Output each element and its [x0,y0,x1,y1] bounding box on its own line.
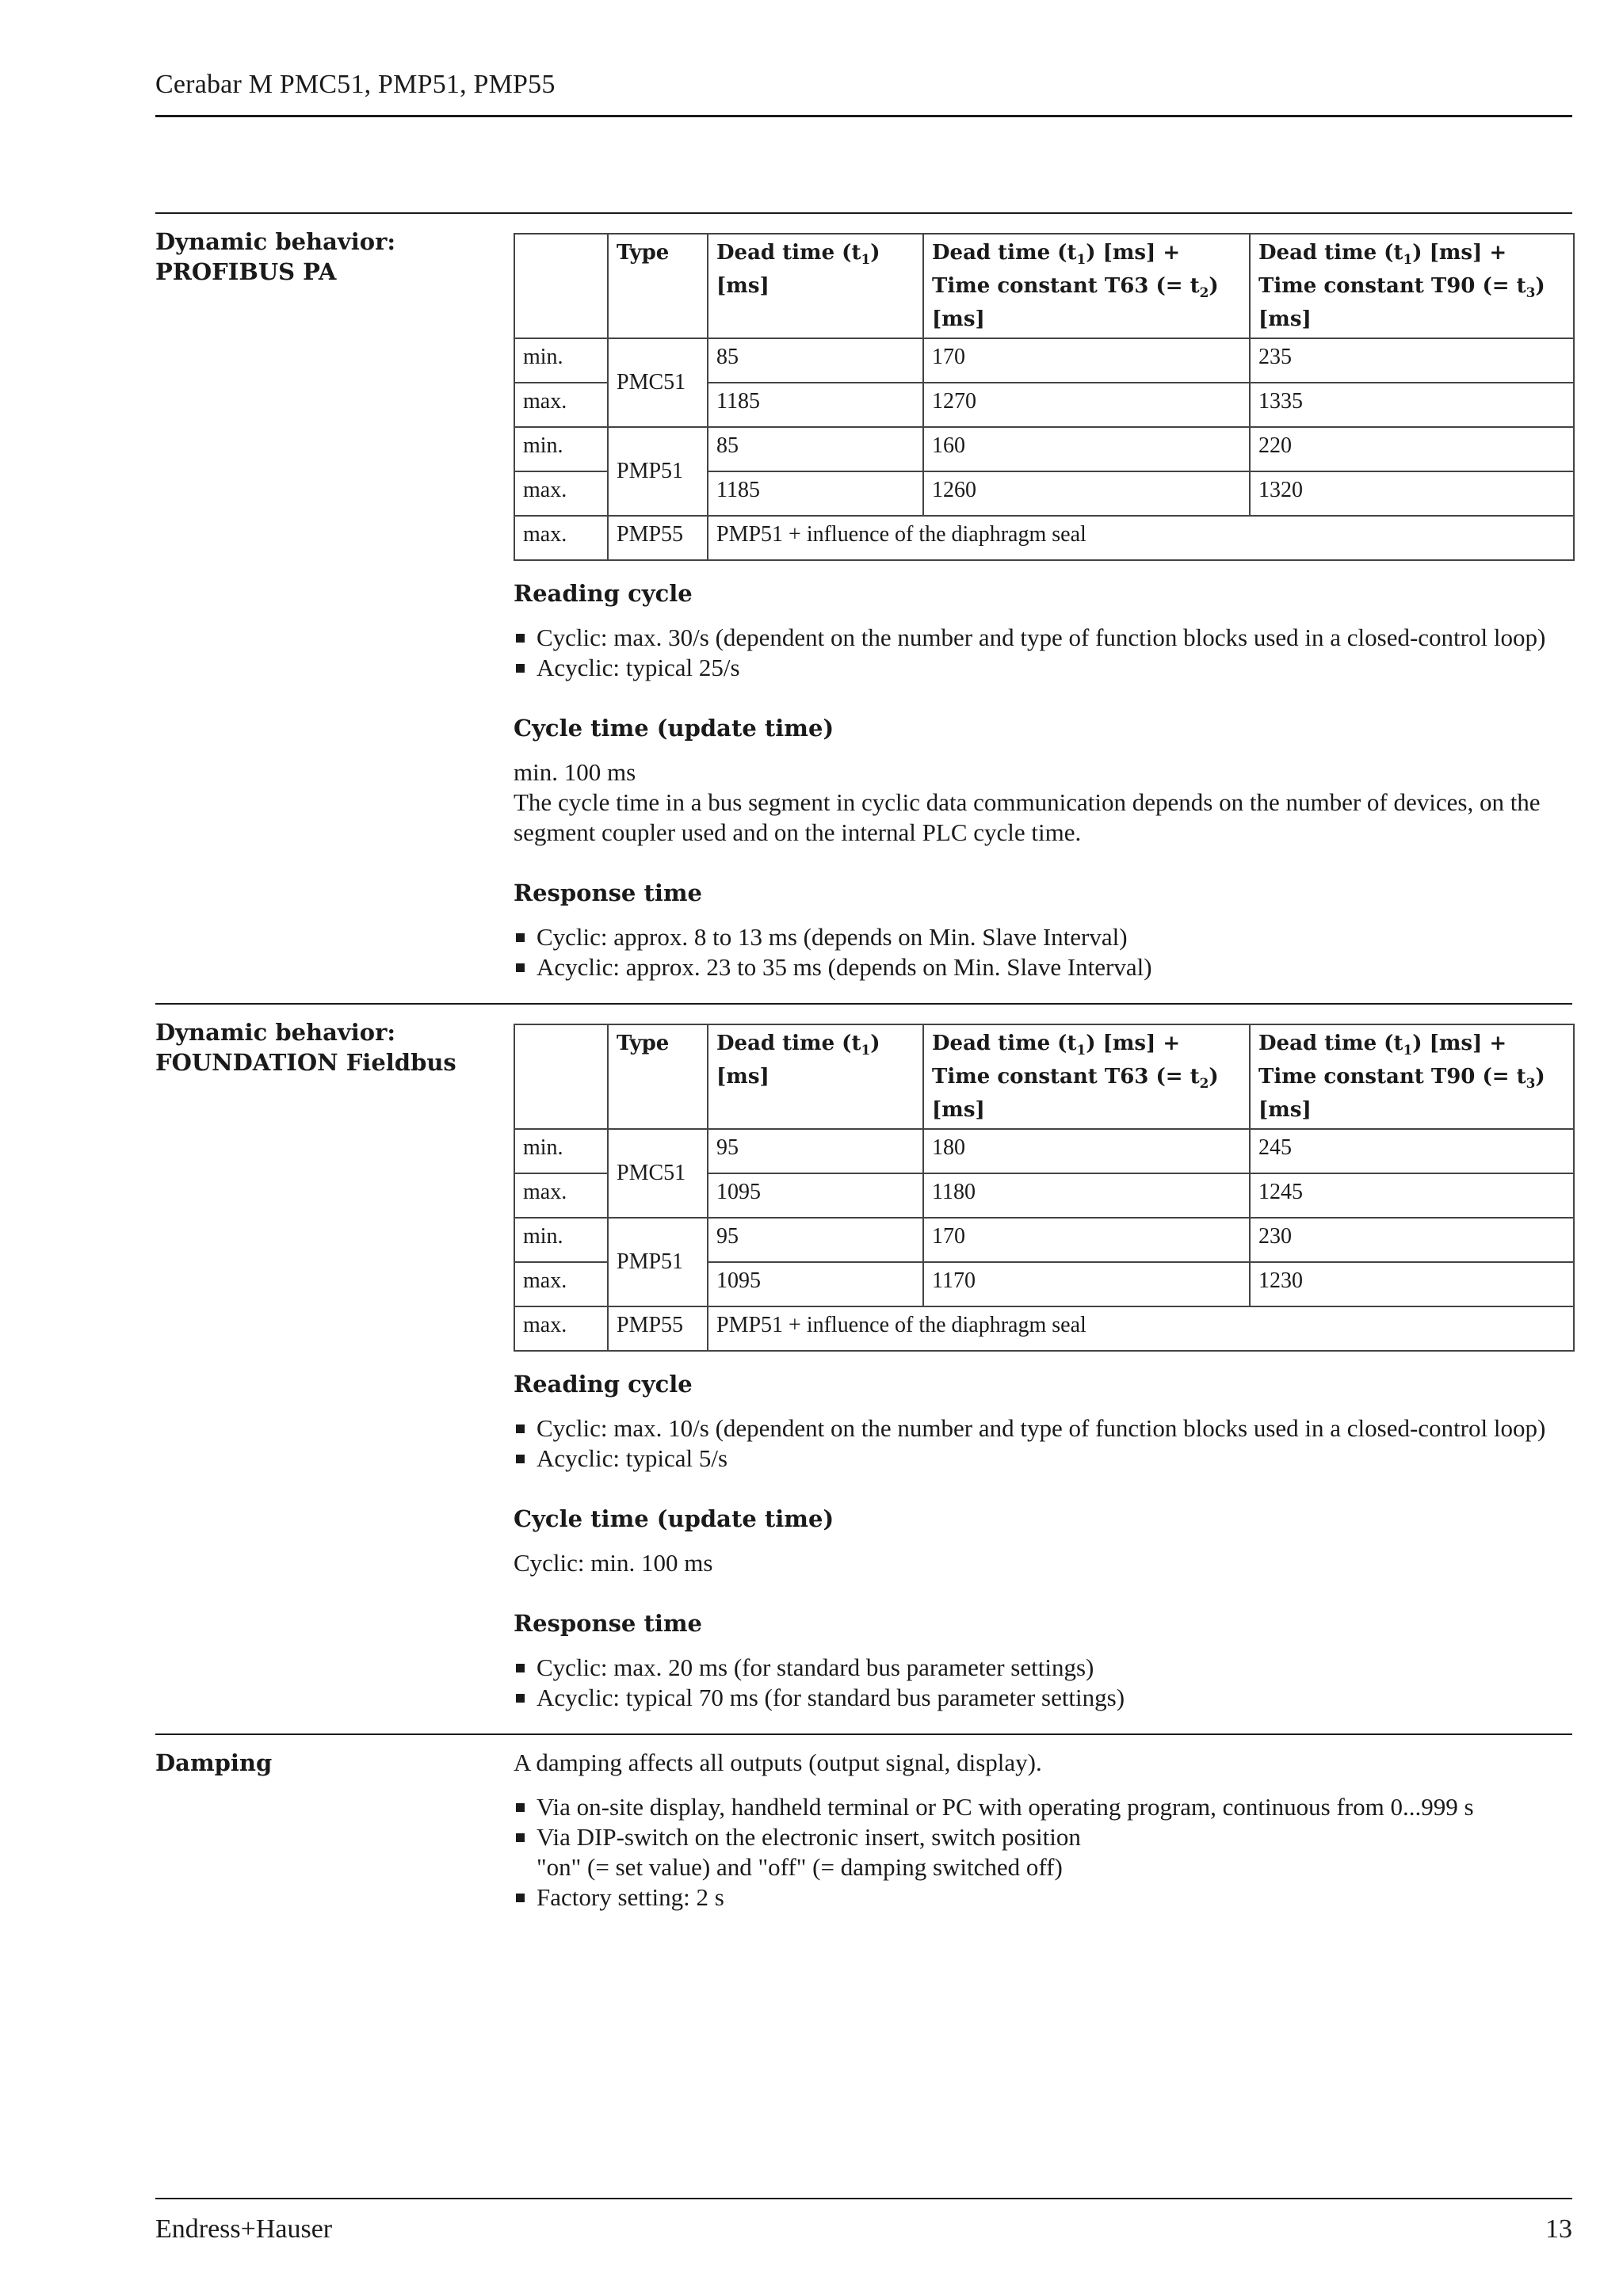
fieldbus-dynamic-table [514,1024,1575,1352]
limit-cell: max. [514,1306,608,1351]
damping-intro: A damping affects all outputs (output signal, display). [514,1749,1042,1776]
table-row [514,516,1574,560]
t63-cell: 1170 [923,1262,1250,1306]
type-cell: PMC51 [608,338,708,427]
list-item-line: "on" (= set value) and "off" (= damping switched off) [537,1853,1063,1881]
header-cell-dead-time: Dead time $(t_1)$ [ms] [708,1024,923,1129]
t90-cell: 235 [1250,338,1574,383]
table-row [514,1218,1574,1262]
limit-cell: max. [514,471,608,516]
list-item: Acyclic: approx. 23 to 35 ms (depends on Min. Slave Interval) [514,952,1572,982]
t90-cell: 220 [1250,427,1574,471]
section-label-line: Dynamic behavior: [155,228,396,255]
dead-time-cell: 85 [708,338,923,383]
list-item: Cyclic: max. 20 ms (for standard bus parameter settings) [514,1653,1572,1683]
header-cell-t90 [1250,1024,1574,1129]
header-line: Dead time $(t_1) [ms]$ + [1258,1032,1507,1058]
header-rule [155,115,1572,117]
dead-time-cell: 1185 [708,383,923,427]
limit-cell: min. [514,338,608,383]
subheading-response-time: Response time [514,879,703,906]
reading-cycle-list [514,1413,1572,1474]
subheading-cycle-time: Cycle time (update time) [514,1505,834,1532]
section-label-profibus [155,227,395,287]
section-divider [155,1733,1572,1735]
t63-cell: 1260 [923,471,1250,516]
table-row [514,427,1574,471]
table-header-row [514,234,1574,338]
section-divider [155,212,1572,214]
limit-cell: max. [514,1173,608,1218]
list-item: Factory setting: 2 s [514,1882,1572,1913]
limit-cell: min. [514,1218,608,1262]
dead-time-cell: 1185 [708,471,923,516]
subheading-cycle-time: Cycle time (update time) [514,715,834,742]
response-time-list [514,922,1572,982]
type-cell: PMP55 [608,1306,708,1351]
header-cell-t63 [923,234,1250,338]
header-line: Dead time $(t_1) [ms]$ + [1258,241,1507,268]
limit-cell: max. [514,383,608,427]
dead-time-cell: 95 [708,1218,923,1262]
table-row [514,338,1574,383]
t63-cell: 1270 [923,383,1250,427]
note-cell: PMP51 + influence of the diaphragm seal [708,516,1574,560]
header-line: Time constant T90 (= $t_3$) [ms] [1258,274,1545,332]
cycle-time-description: The cycle time in a bus segment in cyclic data communication depends on the number of devices, on the segment coupler used and on the internal PLC cycle time. [514,788,1541,846]
section-label-damping: Damping [155,1749,273,1776]
header-cell-dead-time: Dead time $(t_1)$ [ms] [708,234,923,338]
t90-cell: 1230 [1250,1262,1574,1306]
t90-cell: 1335 [1250,383,1574,427]
subheading-response-time: Response time [514,1610,703,1637]
section-label-line: FOUNDATION Fieldbus [155,1049,456,1076]
footer-rule [155,2198,1572,2199]
list-item [514,1822,1572,1882]
header-cell-type: Type [608,234,708,338]
list-item: Acyclic: typical 25/s [514,653,1572,683]
t90-cell: 1320 [1250,471,1574,516]
header-cell-empty [514,1024,608,1129]
type-cell: PMC51 [608,1129,708,1218]
table-header-row [514,1024,1574,1129]
header-line: Time constant T63 (= $t_2$) [ms] [932,274,1219,332]
dead-time-cell: 85 [708,427,923,471]
subheading-reading-cycle: Reading cycle [514,1371,693,1398]
header-cell-t90 [1250,234,1574,338]
section-label-fieldbus [155,1017,456,1077]
list-item: Via on-site display, handheld terminal or PC with operating program, continuous from 0...999 s [514,1792,1572,1822]
t90-cell: 230 [1250,1218,1574,1262]
cycle-time-text [514,757,1572,848]
type-cell: PMP55 [608,516,708,560]
t90-cell: 1245 [1250,1173,1574,1218]
header-cell-type: Type [608,1024,708,1129]
page-number: 13 [1545,2214,1572,2244]
header-line: Dead time $(t_1) [ms]$ + [932,241,1181,268]
reading-cycle-list [514,623,1572,683]
limit-cell: max. [514,1262,608,1306]
limit-cell: min. [514,427,608,471]
dead-time-cell: 95 [708,1129,923,1173]
profibus-dynamic-table [514,233,1575,561]
list-item: Cyclic: approx. 8 to 13 ms (depends on Min. Slave Interval) [514,922,1572,952]
t63-cell: 160 [923,427,1250,471]
t63-cell: 170 [923,1218,1250,1262]
list-item-line: Via DIP-switch on the electronic insert, switch position [537,1823,1081,1851]
list-item: Acyclic: typical 70 ms (for standard bus parameter settings) [514,1683,1572,1713]
list-item: Acyclic: typical 5/s [514,1444,1572,1474]
cycle-time-value: Cyclic: min. 100 ms [514,1549,713,1577]
cycle-time-value: min. 100 ms [514,758,636,786]
header-cell-t63 [923,1024,1250,1129]
t90-cell: 245 [1250,1129,1574,1173]
document-title: Cerabar M PMC51, PMP51, PMP55 [155,70,556,99]
response-time-list [514,1653,1572,1713]
t63-cell: 170 [923,338,1250,383]
header-cell-empty [514,234,608,338]
limit-cell: min. [514,1129,608,1173]
list-item: Cyclic: max. 10/s (dependent on the number and type of function blocks used in a closed-control loop) [514,1413,1572,1444]
t63-cell: 1180 [923,1173,1250,1218]
section-label-line: Dynamic behavior: [155,1019,396,1046]
dead-time-cell: 1095 [708,1173,923,1218]
subheading-reading-cycle: Reading cycle [514,580,693,607]
note-cell: PMP51 + influence of the diaphragm seal [708,1306,1574,1351]
header-line: Time constant T90 (= $t_3$) [ms] [1258,1065,1545,1123]
section-label-line: PROFIBUS PA [155,258,337,285]
t63-cell: 180 [923,1129,1250,1173]
table-row [514,1306,1574,1351]
dead-time-cell: 1095 [708,1262,923,1306]
header-line: Time constant T63 (= $t_2$) [ms] [932,1065,1219,1123]
list-item: Cyclic: max. 30/s (dependent on the number and type of function blocks used in a closed-control loop) [514,623,1572,653]
footer-company: Endress+Hauser [155,2214,333,2244]
damping-list [514,1792,1572,1913]
section-divider [155,1003,1572,1005]
table-row [514,1129,1574,1173]
type-cell: PMP51 [608,427,708,516]
header-line: Dead time $(t_1) [ms]$ + [932,1032,1181,1058]
limit-cell: max. [514,516,608,560]
type-cell: PMP51 [608,1218,708,1306]
